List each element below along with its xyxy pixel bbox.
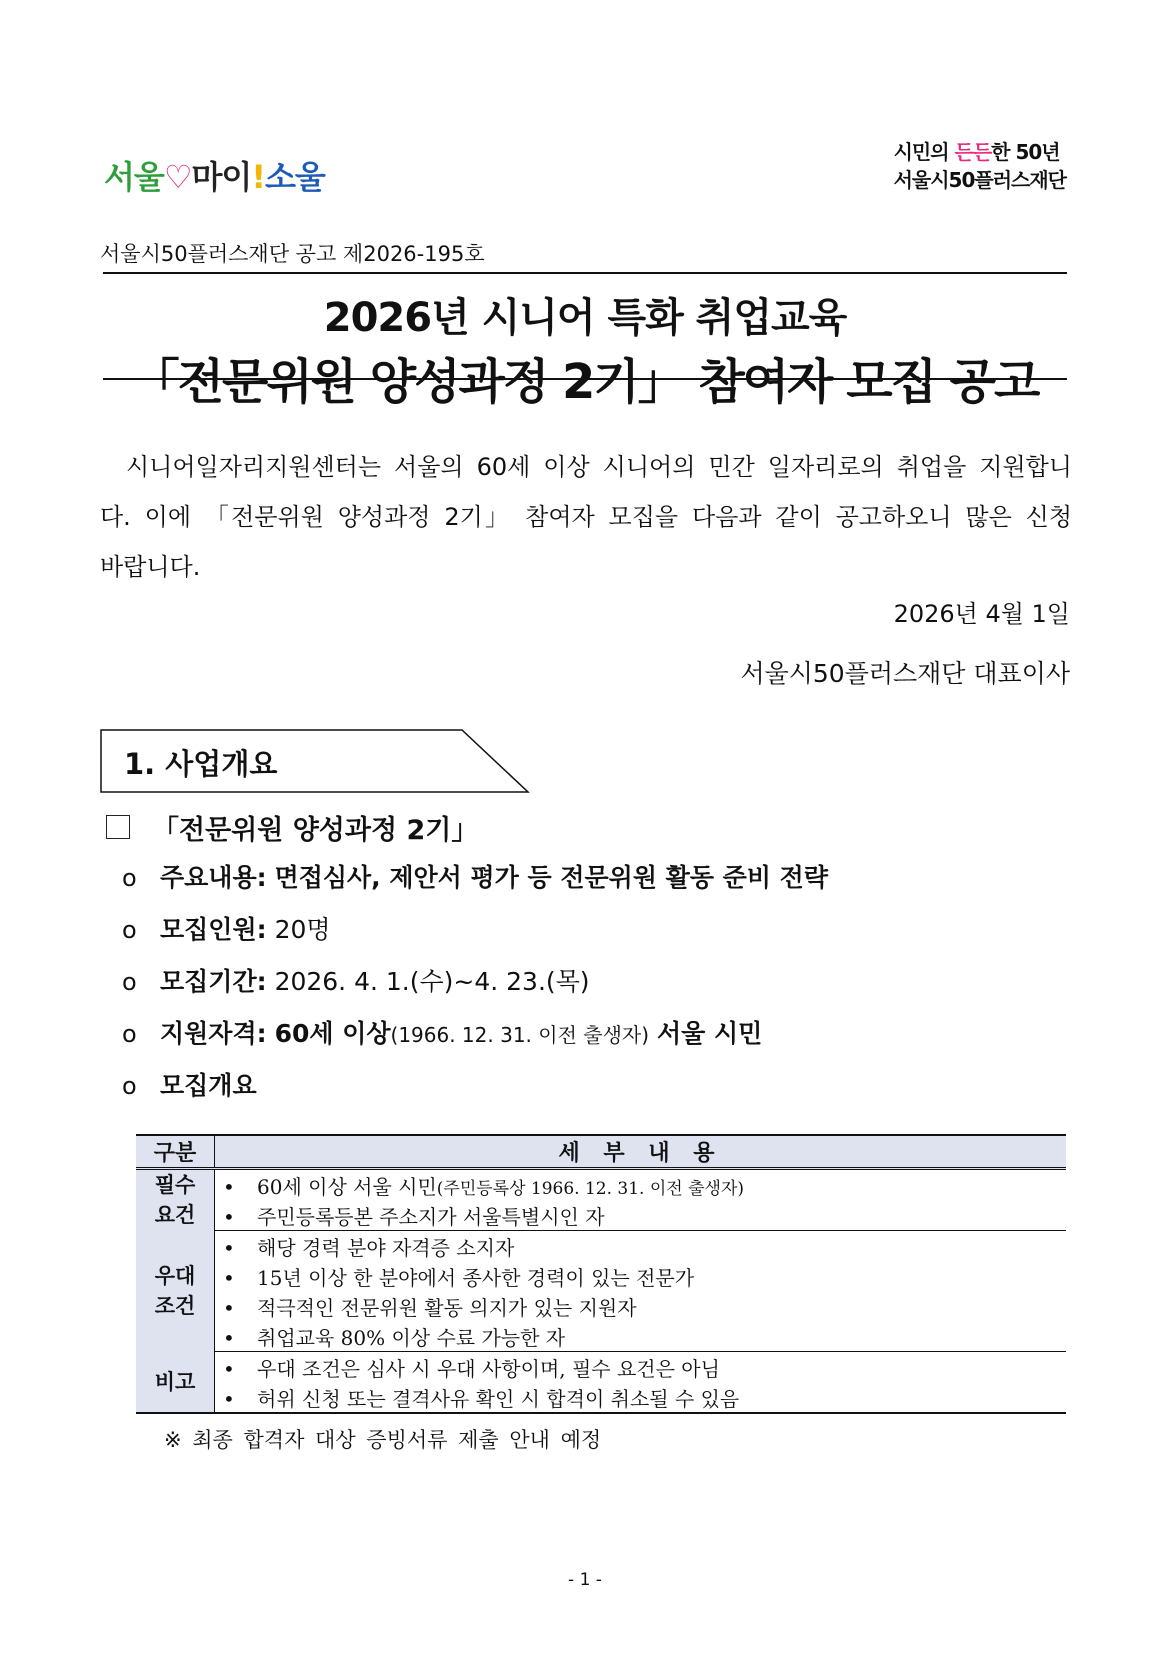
header-category: 구분 [136,1135,215,1169]
title-top-rule [103,272,1067,274]
circle-bullet-icon: o [122,1020,137,1048]
category-remarks: 비고 [136,1352,215,1414]
requirements-table [136,1134,1066,1414]
issuer: 서울시50플러스재단 대표이사 [740,659,1070,688]
table-cell: • 적극적인 전문위원 활동 의지가 있는 지원자 [223,1295,637,1320]
table-row [136,1291,1066,1321]
footnote: ※ 최종 합격자 대상 증빙서류 제출 안내 예정 [164,1428,602,1452]
circle-bullet-icon: o [122,916,137,944]
bullet-eligibility: o 지원자격: 60세 이상(1966. 12. 31. 이전 출생자) 서울 시민 [122,1019,763,1048]
header-details: 세 부 내 용 [215,1135,1067,1169]
table-row [136,1352,1066,1383]
table-cell: • 주민등록등본 주소지가 서울특별시인 자 [215,1200,1067,1231]
category-preferred: 우대 조건 [136,1231,215,1352]
table-row [136,1169,1066,1201]
notice-date: 2026년 4월 1일 [893,600,1070,628]
notice-number: 서울시50플러스재단 공고 제2026-195호 [100,242,485,266]
circle-bullet-icon: o [122,968,137,996]
table-cell: • 허위 신청 또는 결격사유 확인 시 합격이 취소될 수 있음 [215,1382,1067,1413]
section-1-title: 1. 사업개요 [124,747,278,781]
course-name: 「전문위원 양성과정 2기」 [152,815,479,846]
bullet-recruit-period: o 모집기간: 2026. 4. 1.(수)~4. 23.(목) [122,967,590,996]
table-cell: • 60세 이상 서울 시민(주민등록상 1966. 12. 31. 이전 출생자) [223,1174,745,1199]
table-row [136,1200,1066,1231]
category-required: 필수 요건 [136,1169,215,1231]
page-number: - 1 - [568,1570,602,1590]
bullet-recruit-count: o 모집인원: 20명 [122,915,331,944]
table-row [136,1261,1066,1291]
table-cell: • 취업교육 80% 이상 수료 가능한 자 [215,1321,1067,1352]
circle-bullet-icon: o [122,1072,137,1100]
bullet-recruit-overview: o 모집개요 [122,1071,257,1100]
intro-paragraph: 시니어일자리지원센터는 서울의 60세 이상 시니어의 민간 일자리로의 취업을 지원합니다. 이에 「전문위원 양성과정 2기」 참여자 모집을 다음과 같이 공고하오니 많은 신청 바랍니다. [100,453,1072,581]
foundation-slogan: 시민의 든든한 50년 서울시50플러스재단 [893,140,1066,192]
checkbox-square-icon [106,815,130,839]
table-row [136,1382,1066,1413]
bullet-main-content: o 주요내용: 면접심사, 제안서 평가 등 전문위원 활동 준비 전략 [122,863,828,892]
circle-bullet-icon: o [122,864,137,892]
table-cell: • 해당 경력 분야 자격증 소지자 [223,1235,515,1260]
table-cell: • 15년 이상 한 분야에서 종사한 경력이 있는 전문가 [223,1265,695,1290]
table-row [136,1321,1066,1352]
title-bottom-rule [103,378,1067,380]
table-cell: • 우대 조건은 심사 시 우대 사항이며, 필수 요건은 아님 [223,1356,720,1381]
title-line-1: 2026년 시니어 특화 취업교육 [323,295,847,341]
seoul-my-soul-logo: 서울♡마이!소울 [104,158,325,196]
title-line-2: 「전문위원 양성과정 2기」 참여자 모집 공고 [131,354,1039,410]
table-row [136,1231,1066,1262]
